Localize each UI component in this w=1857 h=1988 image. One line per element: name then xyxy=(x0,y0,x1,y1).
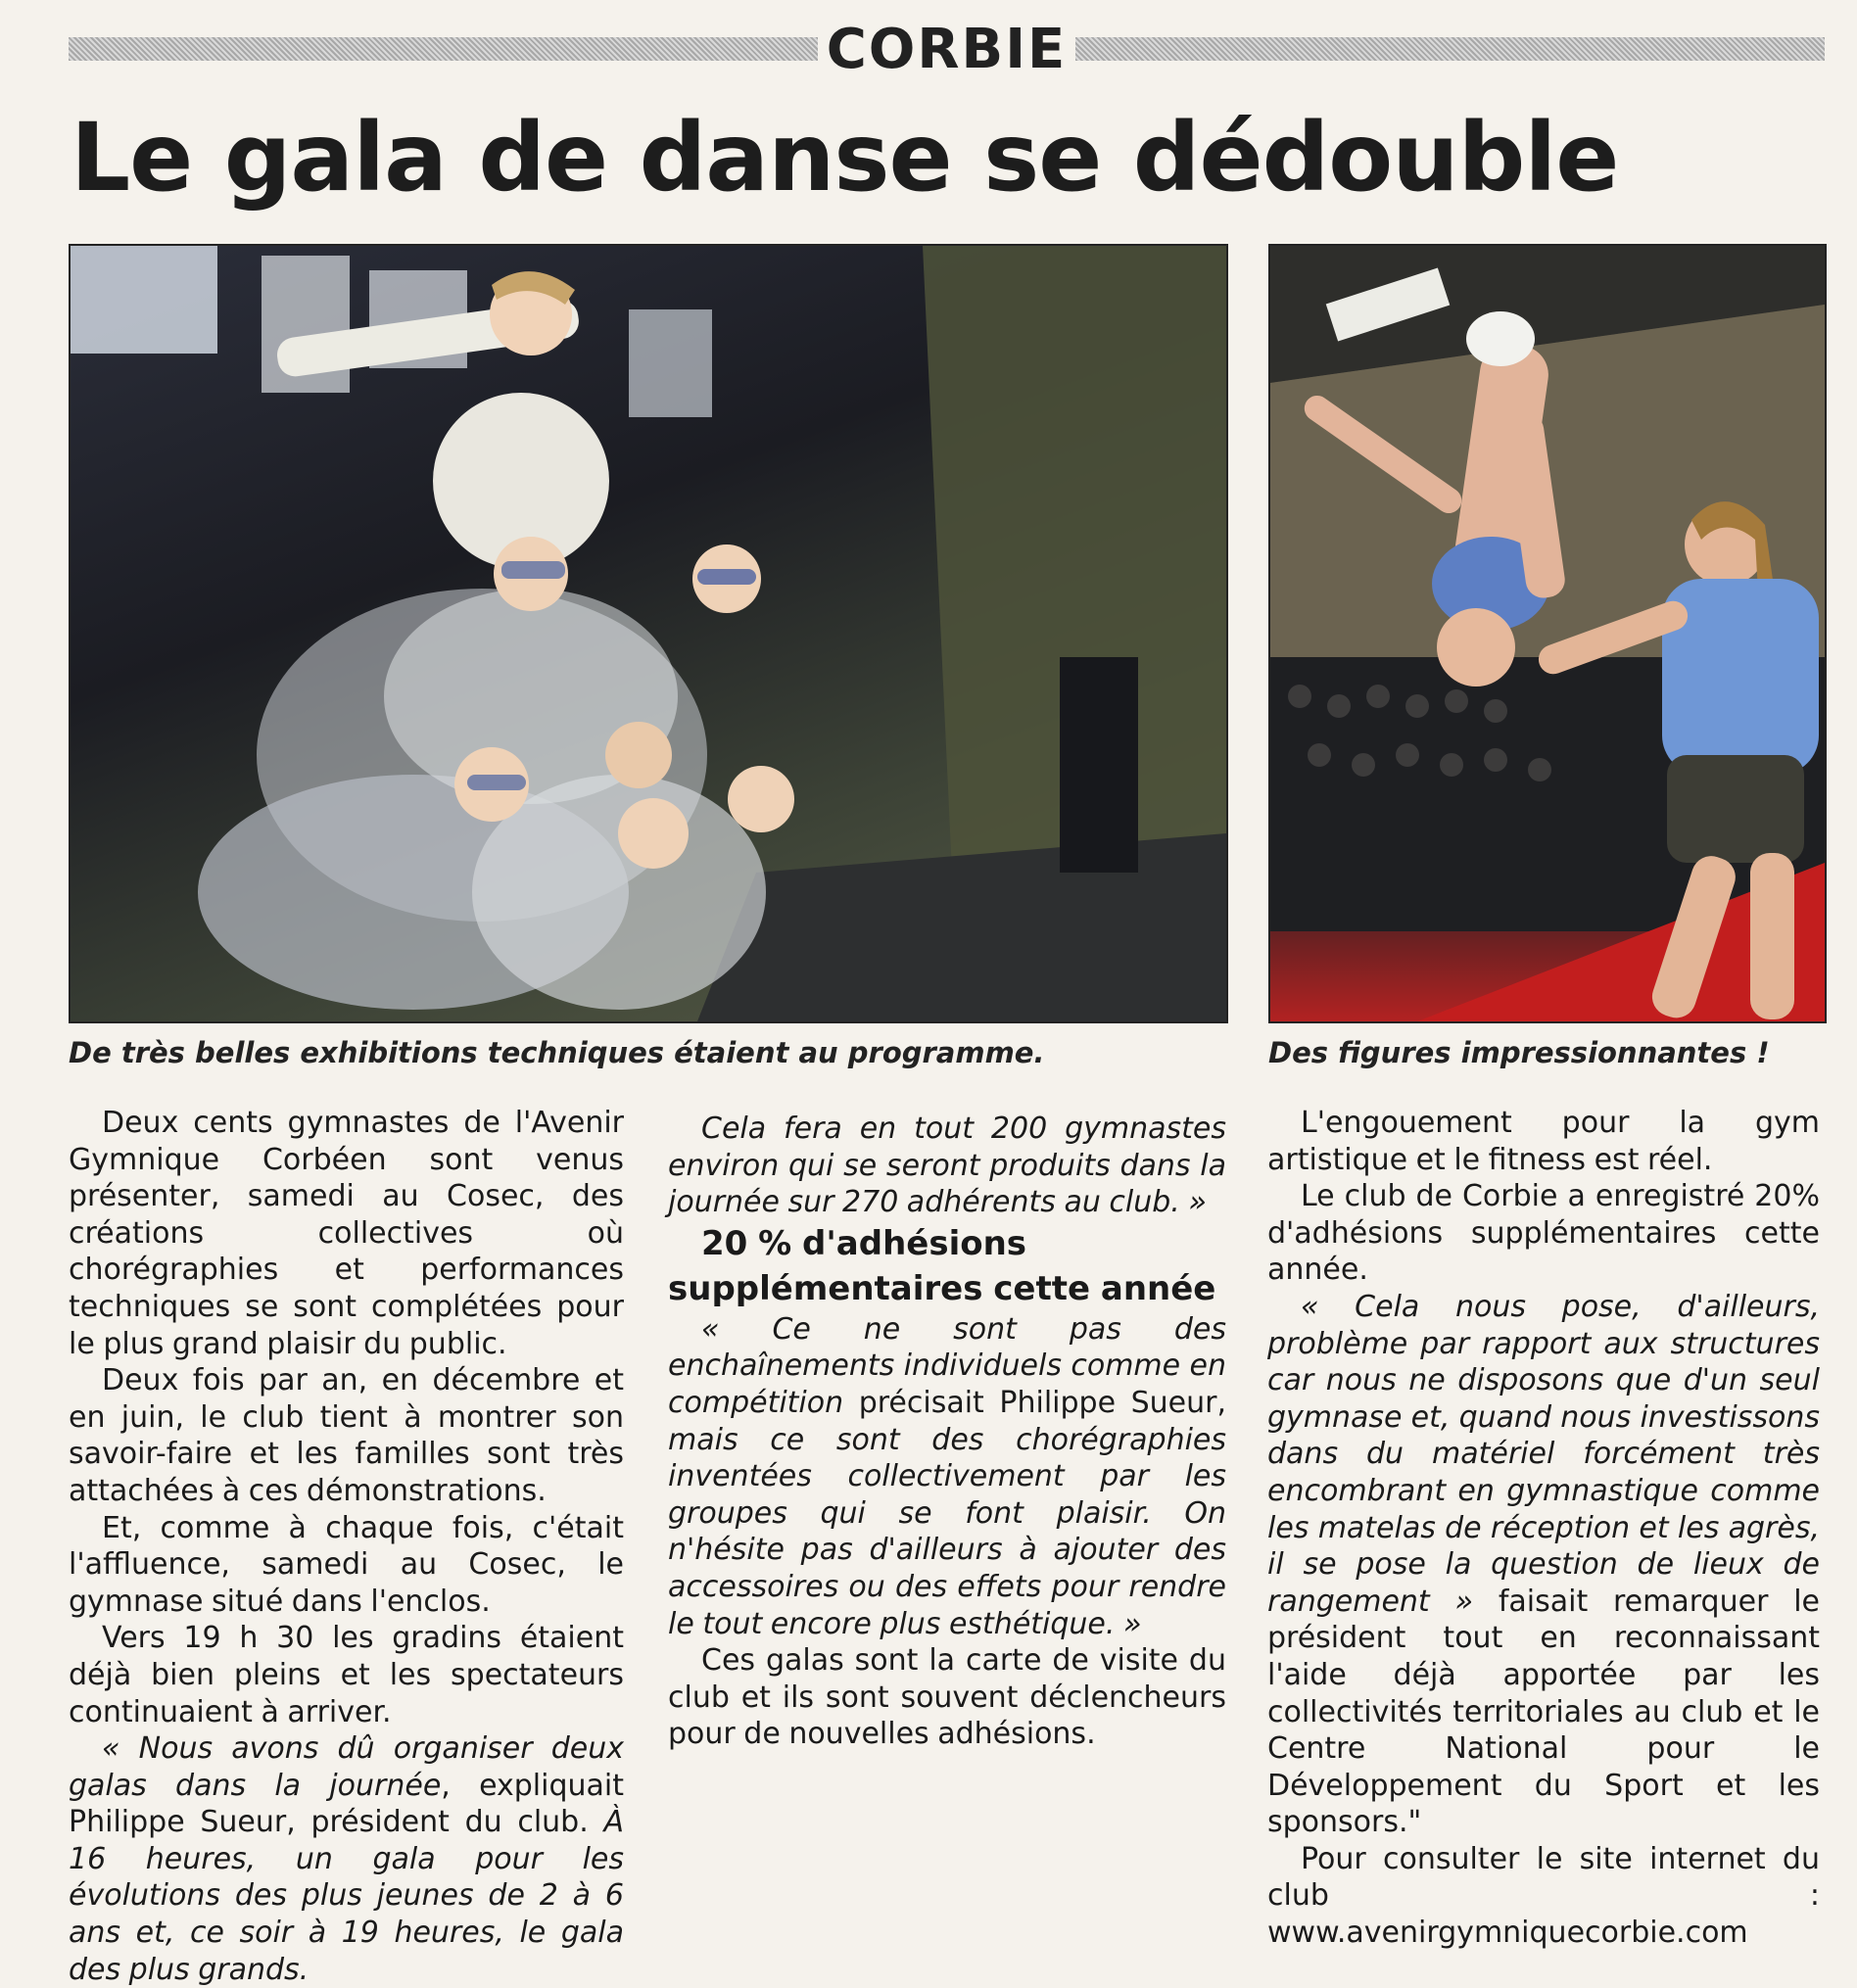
paragraph: L'engouement pour la gym artistique et le fitness est réel. xyxy=(1267,1106,1820,1177)
quote-fragment: « Cela nous pose, d'ailleurs, problème par rapport aux structures car nous ne disposons que d'un seul gymnase et, quand nous investissons dans du matériel forcément très encombrant en gymnastique comme les matelas de réception et les agrès, il se pose la question de lieux de rangement » xyxy=(1267,1289,1820,1619)
paragraph-quote xyxy=(668,1311,1226,1642)
attribution: précisait Philippe Sueur, xyxy=(843,1385,1226,1420)
article-column-2 xyxy=(668,1111,1226,1753)
caption-right: Des figures impressionnantes ! xyxy=(1268,1036,1770,1069)
caption-left: De très belles exhibitions techniques étaient au programme. xyxy=(69,1036,1045,1069)
section-label: CORBIE xyxy=(826,18,1068,81)
header-rule-right xyxy=(1075,37,1825,61)
dance-pyramid-illustration xyxy=(71,246,1226,1021)
paragraph: Deux cents gymnastes de l'Avenir Gymnique Corbéen sont venus présenter, samedi au Cosec, des créations collectives où chorégraphies et performances techniques se sont complétées pour le plus grand plaisir du public. xyxy=(69,1106,624,1361)
subheading: 20 % d'adhésions supplémentaires cette année xyxy=(668,1223,1216,1308)
paragraph-quote xyxy=(1267,1289,1820,1841)
headline: Le gala de danse se dédouble xyxy=(71,103,1619,213)
paragraph: Cela fera en tout 200 gymnastes environ qui se seront produits dans la journée sur 270 adhérents au club. » xyxy=(668,1112,1226,1220)
paragraph: Le club de Corbie a enregistré 20% d'adhésions supplémentaires cette année. xyxy=(1267,1179,1820,1288)
quote-fragment: À 16 heures, un gala pour les évolutions des plus jeunes de 2 à 6 ans et, ce soir à 19 heures, le gala des plus grands. xyxy=(69,1805,624,1987)
quote-fragment: « Ce ne sont pas des enchaînements individuels comme en compétition xyxy=(668,1311,1226,1420)
paragraph-quote xyxy=(69,1730,624,1988)
flip-illustration xyxy=(1270,246,1825,1021)
paragraph-link: Pour consulter le site internet du club : www.avenirgymniquecorbie.com xyxy=(1267,1841,1820,1951)
header-rule-left xyxy=(69,37,818,61)
paragraph: Deux fois par an, en décembre et en juin, le club tient à montrer son savoir-faire et les familles sont très attachées à ces démonstrations. xyxy=(69,1363,624,1508)
paragraph: Vers 19 h 30 les gradins étaient déjà bien pleins et les spectateurs continuaient à arriver. xyxy=(69,1621,624,1729)
attribution: faisait remarquer le président tout en reconnaissant l'aide déjà apportée par les collectivités territoriales au club et le Centre National pour le Développement du Sport et les sponsors." xyxy=(1267,1584,1820,1840)
article-column-1 xyxy=(69,1105,624,1988)
quote-fragment: mais ce sont des chorégraphies inventées collectivement par les groupes qui se font plaisir. On n'hésite pas d'ailleurs à ajouter des accessoires ou des effets pour rendre le tout encore plus esthétique. » xyxy=(668,1422,1226,1641)
photo-dance-pyramid xyxy=(69,244,1228,1023)
photo-acrobatic-flip xyxy=(1268,244,1827,1023)
attribution: , expliquait Philippe Sueur, président du club. xyxy=(69,1768,624,1840)
paragraph: Ces galas sont la carte de visite du club et ils sont souvent déclencheurs pour de nouvelles adhésions. xyxy=(668,1643,1226,1752)
quote-fragment: « Nous avons dû organiser deux galas dans la journée xyxy=(69,1731,624,1803)
paragraph: Et, comme à chaque fois, c'était l'affluence, samedi au Cosec, le gymnase situé dans l'enclos. xyxy=(69,1510,624,1619)
article-column-3 xyxy=(1267,1105,1820,1952)
